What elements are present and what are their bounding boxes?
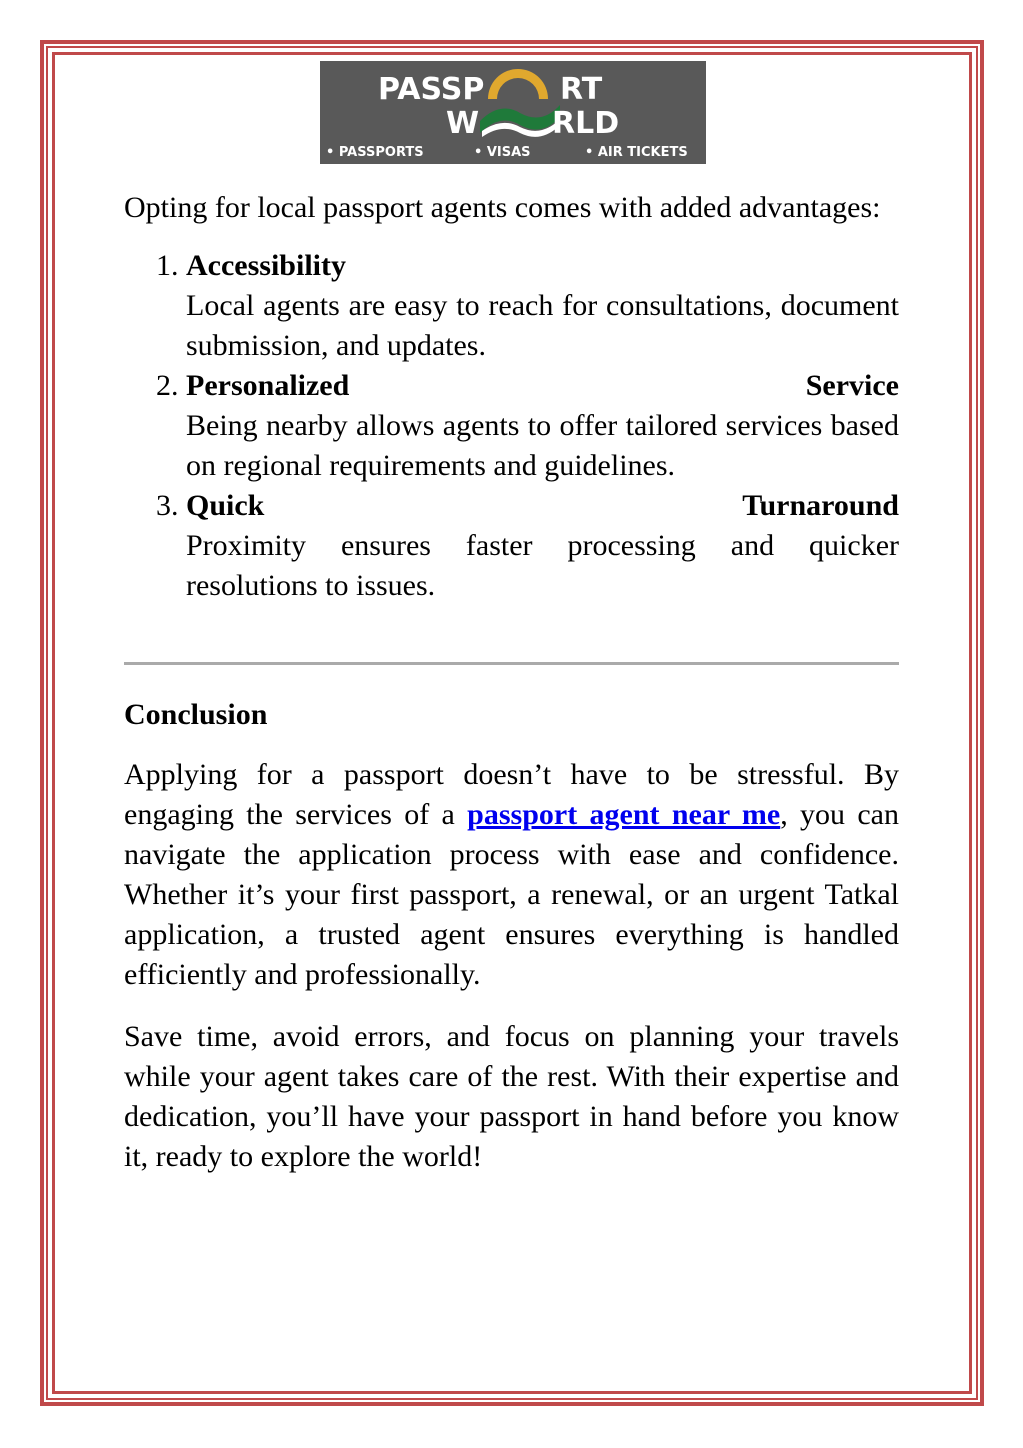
logo-text-w: W bbox=[446, 106, 480, 141]
logo-tagline-visas: • VISAS bbox=[474, 145, 531, 160]
conclusion-heading: Conclusion bbox=[124, 698, 268, 731]
list-number: 2. bbox=[156, 369, 179, 402]
advantages-list bbox=[124, 246, 899, 606]
list-number: 1. bbox=[156, 249, 179, 282]
globe-swoosh-icon bbox=[480, 69, 560, 137]
passport-world-logo bbox=[320, 61, 706, 164]
document-body bbox=[124, 188, 899, 1199]
list-item bbox=[124, 366, 899, 486]
logo-text-rt: RT bbox=[560, 72, 603, 107]
list-item bbox=[124, 486, 899, 606]
advantage-title: Quick Turnaround bbox=[186, 489, 899, 522]
intro-paragraph: Opting for local passport agents comes with added advantages: bbox=[124, 191, 881, 224]
list-number: 3. bbox=[156, 489, 179, 522]
horizontal-divider bbox=[124, 662, 899, 665]
advantage-description: Proximity ensures faster processing and quicker resolutions to issues. bbox=[186, 529, 899, 602]
advantage-title: Personalized Service bbox=[186, 369, 899, 402]
advantage-title: Accessibility bbox=[186, 249, 346, 282]
list-item bbox=[124, 246, 899, 366]
advantage-description: Being nearby allows agents to offer tailored services based on regional requirements and guidelines. bbox=[186, 409, 899, 482]
logo-tagline-passports: • PASSPORTS bbox=[326, 145, 424, 160]
logo-text-rld: RLD bbox=[552, 106, 620, 141]
conclusion-paragraph-1: Applying for a passport doesn’t have to be stressful. By engaging the services of a passport agent near me, you can navigate the application process with ease and confidence. Whether it’s your first passport, a renewal, or an urgent Tatkal application, a trusted agent ensures everything is handled efficiently and professionally. bbox=[124, 758, 899, 991]
logo-tagline-air-tickets: • AIR TICKETS bbox=[585, 145, 688, 160]
logo-text-passp: PASSP bbox=[378, 72, 485, 107]
conclusion-paragraph-2: Save time, avoid errors, and focus on planning your travels while your agent takes care of the rest. With their expertise and dedication, you’ll have your passport in hand before you know it, ready to explore the world! bbox=[124, 1020, 899, 1173]
passport-agent-link[interactable]: passport agent near me bbox=[467, 798, 781, 831]
advantage-description: Local agents are easy to reach for consultations, document submission, and updates. bbox=[186, 289, 899, 362]
